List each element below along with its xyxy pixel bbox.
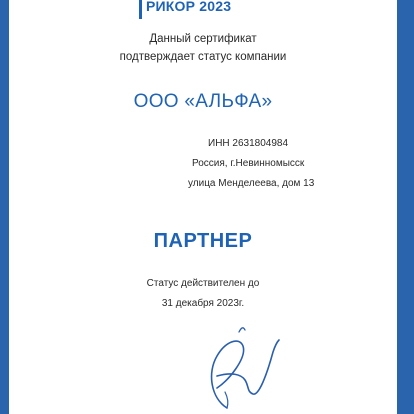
certificate-sheet bbox=[9, 0, 397, 414]
intro-text-line-2: подтверждает статус компании bbox=[119, 51, 287, 63]
company-city: Россия, г.Невинномысск bbox=[192, 158, 305, 169]
company-inn: ИНН 2631804984 bbox=[208, 138, 289, 149]
header-title: РИКОР 2023 bbox=[146, 0, 232, 14]
company-name: ООО «АЛЬФА» bbox=[133, 91, 273, 112]
company-street: улица Менделеева, дом 13 bbox=[188, 178, 315, 189]
partner-status: ПАРТНЕР bbox=[153, 230, 253, 252]
header-accent-bar bbox=[139, 0, 142, 19]
signature-icon bbox=[187, 318, 297, 412]
validity-date: 31 декабря 2023г. bbox=[161, 298, 245, 309]
validity-text-line-1: Статус действителен до bbox=[146, 278, 260, 289]
intro-text-line-1: Данный сертификат bbox=[149, 33, 257, 45]
